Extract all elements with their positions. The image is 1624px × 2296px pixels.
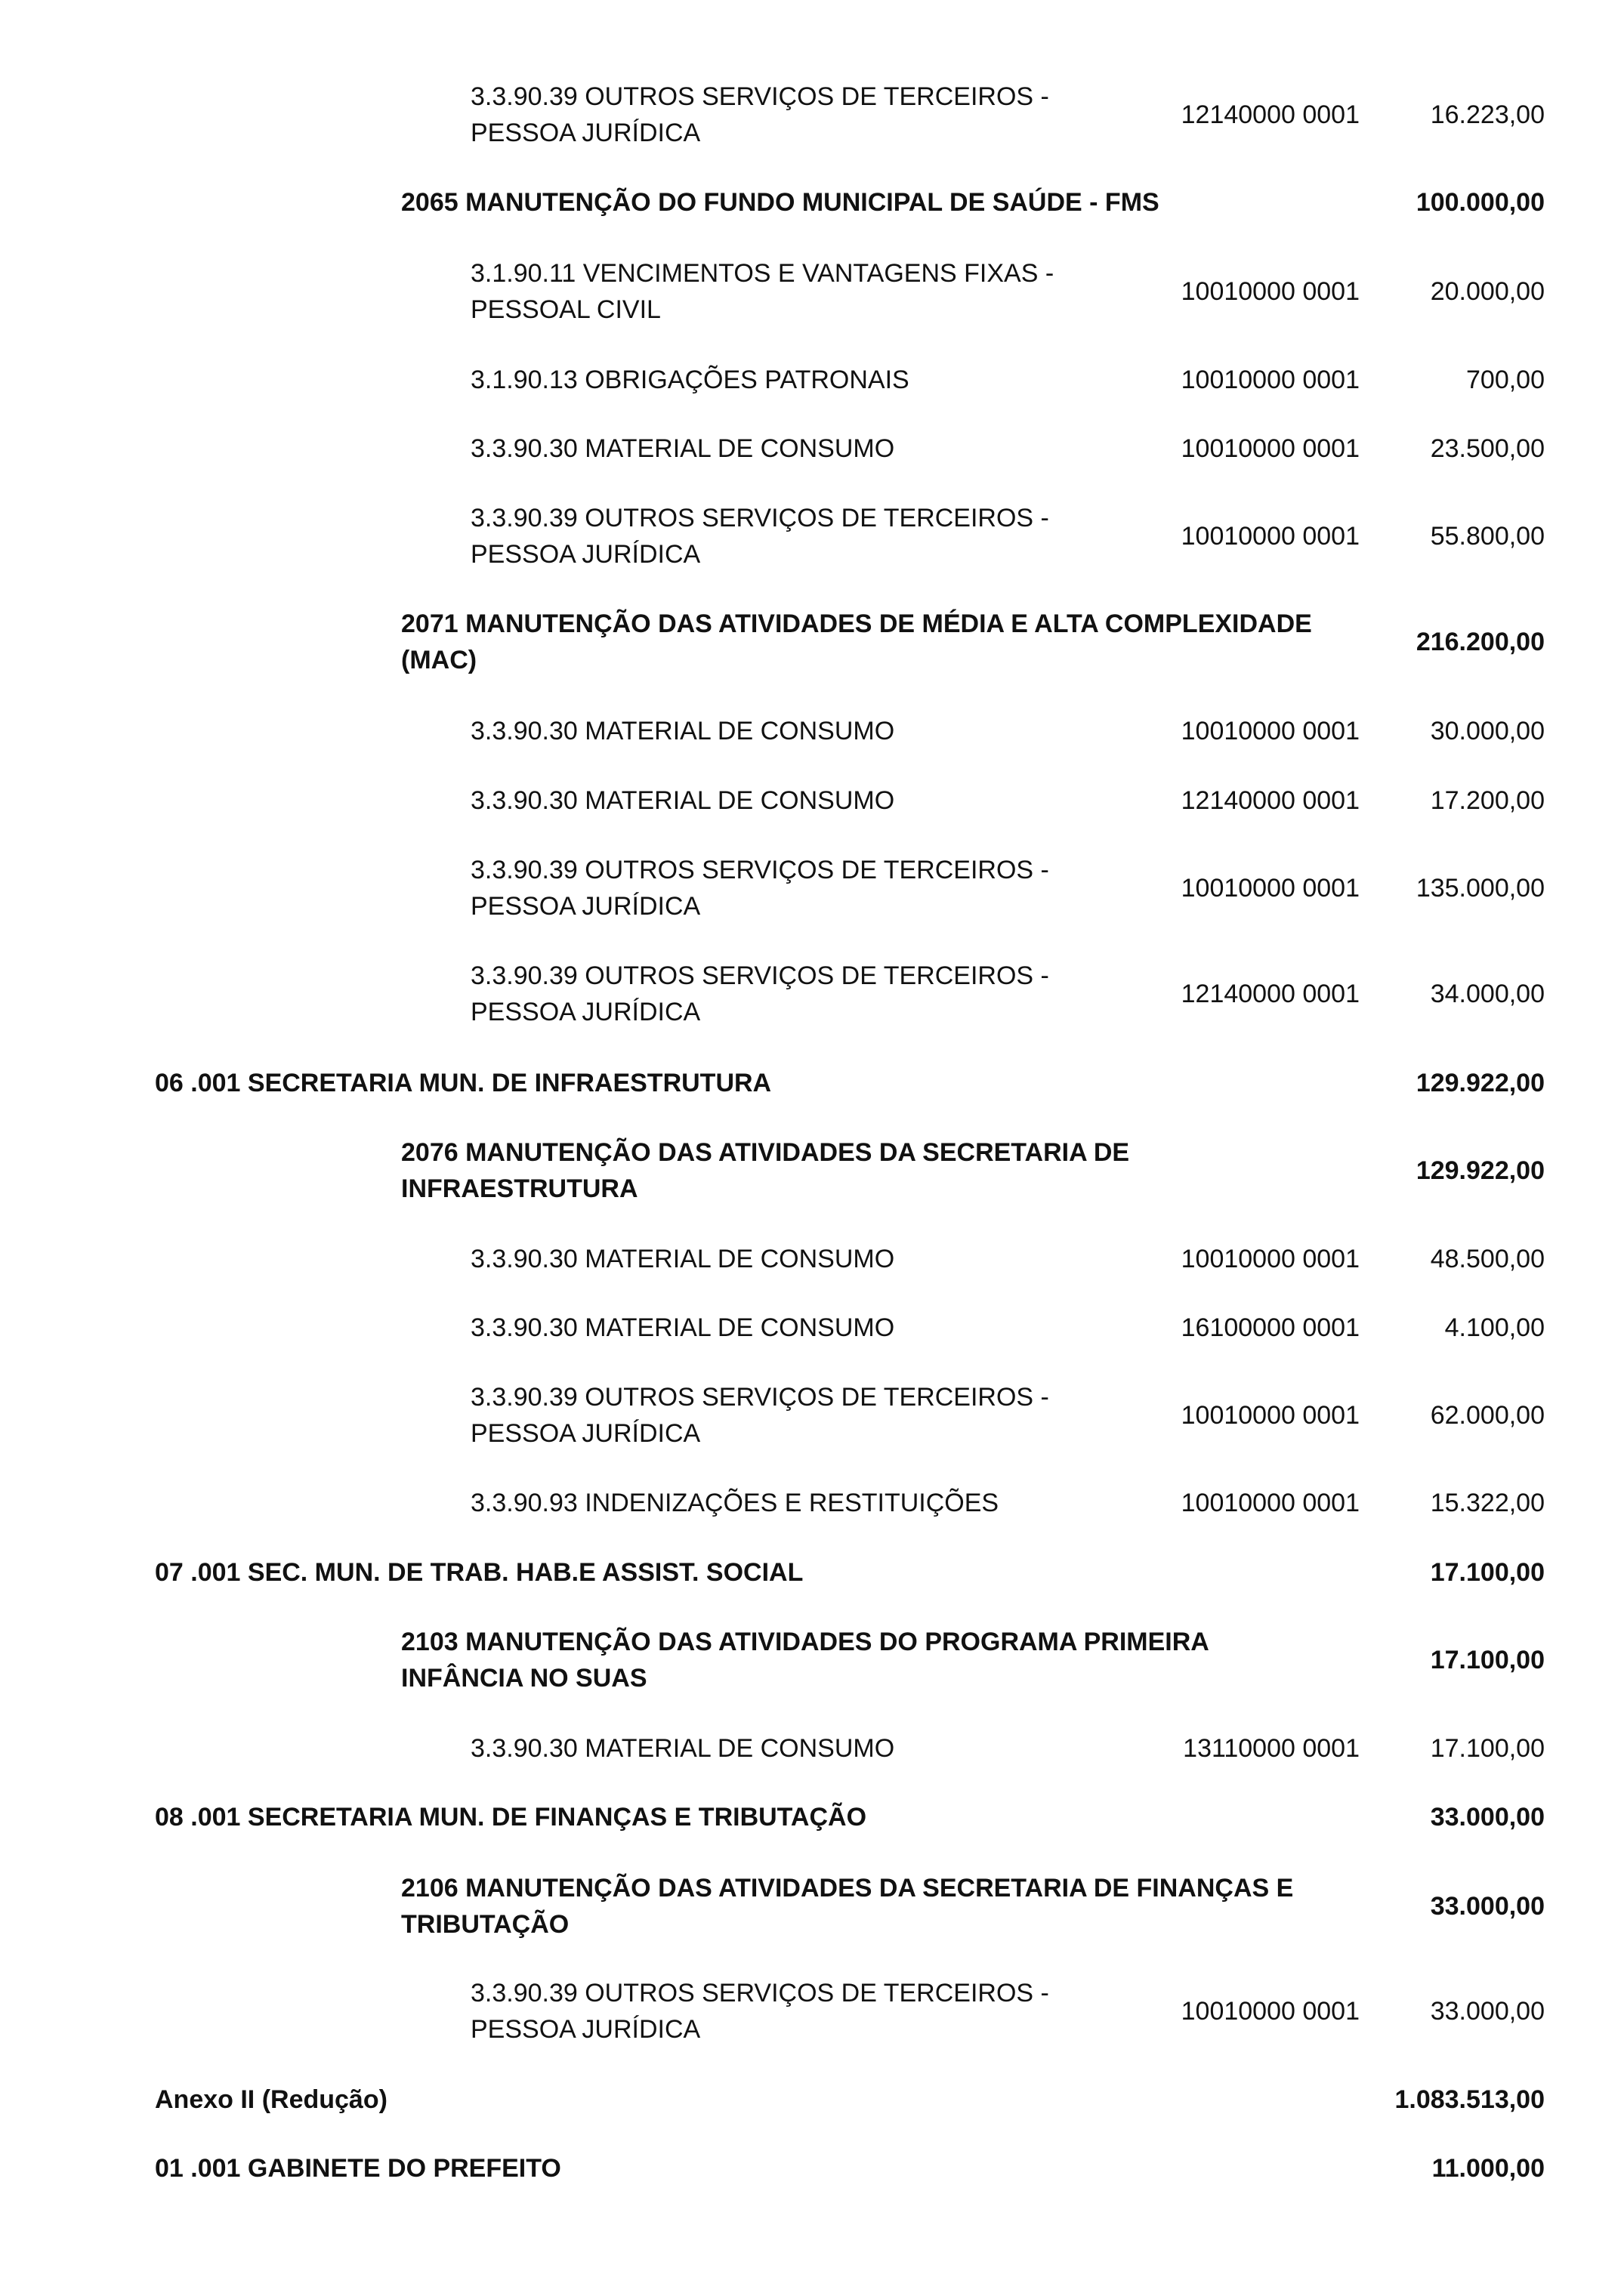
description-line: 3.3.90.39 OUTROS SERVIÇOS DE TERCEIROS -: [471, 961, 1049, 990]
resource-source-code: 12140000 0001: [1181, 786, 1360, 815]
row-description: [471, 79, 1120, 151]
budget-row-item: [0, 958, 1624, 1030]
amount-value: 100.000,00: [1416, 188, 1545, 217]
row-description: [155, 2150, 1363, 2186]
resource-source-code: 10010000 0001: [1181, 717, 1360, 745]
description-line: 3.3.90.30 MATERIAL DE CONSUMO: [471, 786, 895, 815]
description-line: 3.1.90.11 VENCIMENTOS E VANTAGENS FIXAS -: [471, 259, 1054, 288]
amount-value: 216.200,00: [1416, 628, 1545, 656]
row-description: [471, 1310, 1120, 1346]
budget-row-org: [0, 1799, 1624, 1835]
budget-row-org: [0, 2082, 1624, 2118]
row-description: [471, 1485, 1120, 1521]
description-line: PESSOA JURÍDICA: [471, 540, 701, 569]
resource-source-code: 13110000 0001: [1183, 1734, 1360, 1763]
budget-row-item: [0, 1485, 1624, 1521]
description-line: 2065 MANUTENÇÃO DO FUNDO MUNICIPAL DE SAÚDE - FMS: [401, 188, 1159, 217]
description-line: PESSOA JURÍDICA: [471, 2015, 701, 2044]
row-description: [471, 362, 1120, 398]
resource-source-code: 12140000 0001: [1181, 980, 1360, 1008]
row-description: [471, 1379, 1120, 1452]
description-line: 3.3.90.39 OUTROS SERVIÇOS DE TERCEIROS -: [471, 856, 1049, 884]
amount-value: 135.000,00: [1416, 874, 1545, 903]
description-line: 07 .001 SEC. MUN. DE TRAB. HAB.E ASSIST. SOCIAL: [155, 1558, 804, 1587]
description-line: 3.3.90.30 MATERIAL DE CONSUMO: [471, 717, 895, 745]
resource-source-code: 10010000 0001: [1181, 434, 1360, 463]
resource-source-code: 10010000 0001: [1181, 1401, 1360, 1430]
resource-source-code: 10010000 0001: [1181, 1245, 1360, 1273]
amount-value: 129.922,00: [1416, 1156, 1545, 1185]
amount-value: 30.000,00: [1430, 717, 1545, 745]
description-line: TRIBUTAÇÃO: [401, 1910, 570, 1939]
resource-source-code: 10010000 0001: [1181, 366, 1360, 394]
row-description: [401, 1624, 1398, 1696]
amount-value: 33.000,00: [1430, 1997, 1545, 2026]
budget-row-item: [0, 362, 1624, 398]
budget-row-act: [0, 606, 1624, 678]
budget-row-item: [0, 1379, 1624, 1452]
amount-value: 11.000,00: [1431, 2154, 1545, 2183]
budget-row-item: [0, 79, 1624, 151]
description-line: 3.3.90.30 MATERIAL DE CONSUMO: [471, 1313, 895, 1342]
amount-value: 17.200,00: [1430, 786, 1545, 815]
row-description: [155, 2082, 1363, 2118]
budget-row-item: [0, 782, 1624, 819]
amount-value: 55.800,00: [1430, 522, 1545, 551]
row-description: [155, 1065, 1363, 1101]
amount-value: 23.500,00: [1430, 434, 1545, 463]
amount-value: 16.223,00: [1430, 100, 1545, 129]
budget-row-item: [0, 1730, 1624, 1767]
description-line: 01 .001 GABINETE DO PREFEITO: [155, 2154, 561, 2183]
row-description: [471, 852, 1120, 924]
amount-value: 62.000,00: [1430, 1401, 1545, 1430]
budget-row-item: [0, 713, 1624, 749]
resource-source-code: 10010000 0001: [1181, 522, 1360, 551]
row-description: [155, 1554, 1363, 1591]
row-description: [401, 1134, 1398, 1207]
amount-value: 1.083.513,00: [1394, 2085, 1545, 2114]
description-line: 3.3.90.39 OUTROS SERVIÇOS DE TERCEIROS -: [471, 504, 1049, 532]
amount-value: 17.100,00: [1430, 1646, 1545, 1674]
budget-row-act: [0, 1624, 1624, 1696]
description-line: PESSOA JURÍDICA: [471, 119, 701, 147]
amount-value: 4.100,00: [1444, 1313, 1545, 1342]
description-line: (MAC): [401, 646, 477, 674]
amount-value: 700,00: [1466, 366, 1545, 394]
row-description: [471, 713, 1120, 749]
row-description: [401, 606, 1398, 678]
description-line: INFÂNCIA NO SUAS: [401, 1664, 647, 1693]
resource-source-code: 10010000 0001: [1181, 277, 1360, 306]
amount-value: 34.000,00: [1430, 980, 1545, 1008]
amount-value: 20.000,00: [1430, 277, 1545, 306]
budget-row-act: [0, 1134, 1624, 1207]
budget-row-item: [0, 255, 1624, 328]
description-line: 2071 MANUTENÇÃO DAS ATIVIDADES DE MÉDIA E ALTA COMPLEXIDADE: [401, 609, 1312, 638]
description-line: 2103 MANUTENÇÃO DAS ATIVIDADES DO PROGRAMA PRIMEIRA: [401, 1628, 1209, 1656]
row-description: [401, 184, 1398, 221]
row-description: [471, 782, 1120, 819]
amount-value: 48.500,00: [1430, 1245, 1545, 1273]
budget-row-item: [0, 1310, 1624, 1346]
description-line: 3.3.90.39 OUTROS SERVIÇOS DE TERCEIROS -: [471, 1383, 1049, 1412]
description-line: 3.3.90.30 MATERIAL DE CONSUMO: [471, 434, 895, 463]
description-line: 3.3.90.30 MATERIAL DE CONSUMO: [471, 1245, 895, 1273]
description-line: PESSOA JURÍDICA: [471, 1419, 701, 1448]
description-line: 06 .001 SECRETARIA MUN. DE INFRAESTRUTURA: [155, 1069, 772, 1097]
resource-source-code: 12140000 0001: [1181, 100, 1360, 129]
row-description: [401, 1870, 1398, 1943]
budget-row-org: [0, 1065, 1624, 1101]
amount-value: 33.000,00: [1430, 1892, 1545, 1921]
description-line: 2076 MANUTENÇÃO DAS ATIVIDADES DA SECRETARIA DE: [401, 1138, 1130, 1167]
row-description: [471, 430, 1120, 467]
budget-row-act: [0, 1870, 1624, 1943]
description-line: 08 .001 SECRETARIA MUN. DE FINANÇAS E TRIBUTAÇÃO: [155, 1803, 867, 1832]
description-line: 3.1.90.13 OBRIGAÇÕES PATRONAIS: [471, 366, 909, 394]
budget-row-item: [0, 1241, 1624, 1277]
row-description: [471, 1730, 1120, 1767]
amount-value: 17.100,00: [1430, 1734, 1545, 1763]
budget-row-item: [0, 852, 1624, 924]
budget-row-item: [0, 500, 1624, 572]
description-line: PESSOA JURÍDICA: [471, 998, 701, 1026]
description-line: PESSOAL CIVIL: [471, 295, 661, 324]
row-description: [471, 958, 1120, 1030]
resource-source-code: 10010000 0001: [1181, 1997, 1360, 2026]
resource-source-code: 10010000 0001: [1181, 874, 1360, 903]
resource-source-code: 16100000 0001: [1181, 1313, 1360, 1342]
amount-value: 15.322,00: [1430, 1489, 1545, 1517]
amount-value: 17.100,00: [1430, 1558, 1545, 1587]
amount-value: 129.922,00: [1416, 1069, 1545, 1097]
budget-row-org: [0, 2150, 1624, 2186]
row-description: [471, 255, 1120, 328]
row-description: [471, 500, 1120, 572]
budget-row-act: [0, 184, 1624, 221]
description-line: 2106 MANUTENÇÃO DAS ATIVIDADES DA SECRETARIA DE FINANÇAS E: [401, 1874, 1294, 1903]
resource-source-code: 10010000 0001: [1181, 1489, 1360, 1517]
description-line: 3.3.90.93 INDENIZAÇÕES E RESTITUIÇÕES: [471, 1489, 999, 1517]
description-line: INFRAESTRUTURA: [401, 1174, 638, 1203]
description-line: 3.3.90.39 OUTROS SERVIÇOS DE TERCEIROS -: [471, 1979, 1049, 2007]
description-line: Anexo II (Redução): [155, 2085, 387, 2114]
amount-value: 33.000,00: [1430, 1803, 1545, 1832]
budget-row-item: [0, 430, 1624, 467]
row-description: [471, 1241, 1120, 1277]
description-line: PESSOA JURÍDICA: [471, 892, 701, 921]
row-description: [471, 1975, 1120, 2048]
budget-row-item: [0, 1975, 1624, 2048]
description-line: 3.3.90.39 OUTROS SERVIÇOS DE TERCEIROS -: [471, 82, 1049, 111]
description-line: 3.3.90.30 MATERIAL DE CONSUMO: [471, 1734, 895, 1763]
row-description: [155, 1799, 1363, 1835]
budget-row-org: [0, 1554, 1624, 1591]
